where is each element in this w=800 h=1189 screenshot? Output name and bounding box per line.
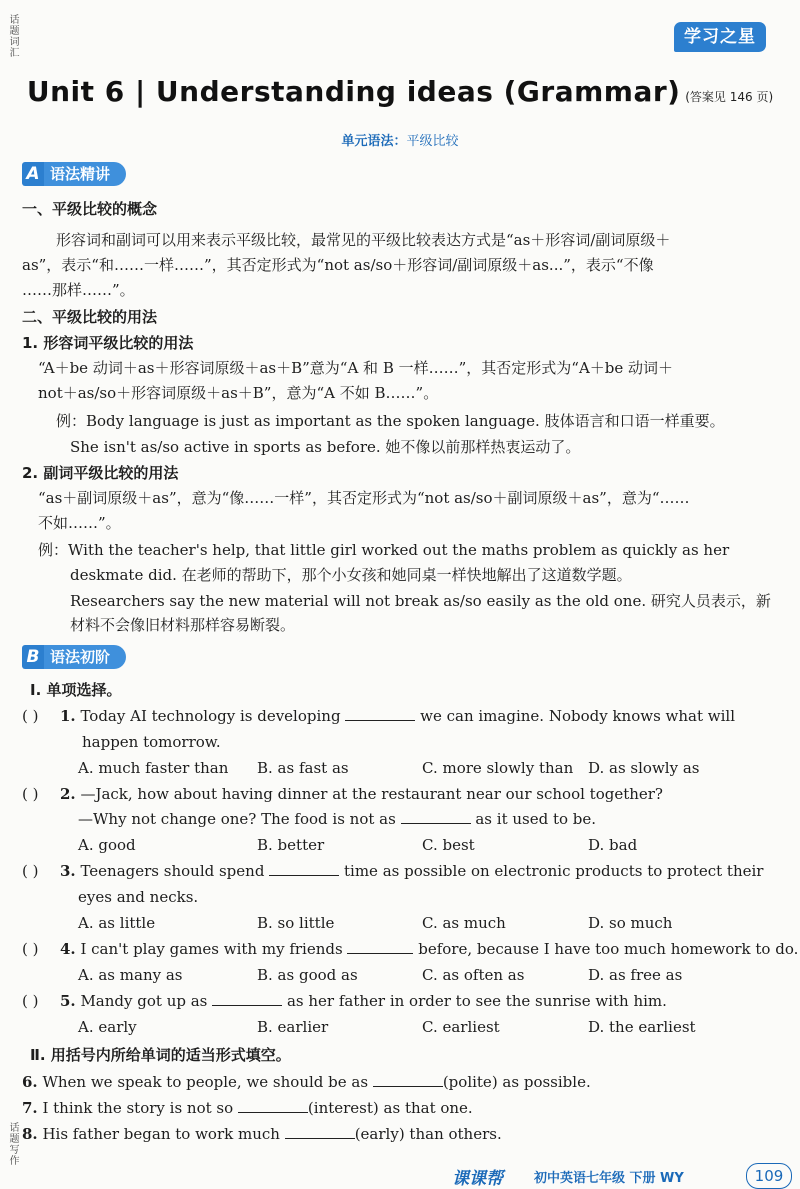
adjective-rule-line: not＋as/so＋形容词原级＋as＋B”，意为“A 不如 B……”。: [38, 384, 439, 402]
concept-text-line: as”，表示“和……一样……”，其否定形式为“not as/so＋形容词/副词原级＋as...”，表示“不像: [22, 256, 654, 274]
question-text: Today AI technology is developing: [80, 707, 341, 725]
question-text: as her father in order to see the sunrise with him.: [286, 992, 667, 1010]
option-c[interactable]: C. more slowly than: [422, 759, 574, 777]
question-3: [22, 861, 763, 881]
brand-logo: 学习之星: [674, 22, 766, 52]
question-text: —Jack, how about having dinner at the restaurant near our school together?: [80, 785, 663, 803]
question-2: [22, 784, 663, 804]
option-d[interactable]: D. so much: [588, 914, 673, 932]
adverb-rule-line: 不如……”。: [38, 514, 121, 532]
answer-paren[interactable]: ( ): [22, 707, 39, 725]
answer-paren[interactable]: ( ): [22, 862, 39, 880]
footer-brand: 课课帮: [452, 1169, 503, 1189]
adverb-subheading: 2. 副词平级比较的用法: [22, 464, 179, 482]
question-7: [22, 1098, 473, 1118]
adjective-example: 例：Body language is just as important as the spoken language. 肢体语言和口语一样重要。: [56, 412, 725, 430]
question-text: (interest) as that one.: [307, 1099, 473, 1117]
adjective-example: She isn't as/so active in sports as before. 她不像以前那样热衷运动了。: [70, 438, 581, 456]
question-6: [22, 1072, 591, 1092]
question-number: 8.: [22, 1125, 38, 1143]
page-number: 109: [746, 1163, 792, 1189]
question-3-cont: eyes and necks.: [78, 888, 199, 906]
question-text: time as possible on electronic products to protect their: [344, 862, 764, 880]
edge-tab-top: 话题词汇: [7, 14, 18, 58]
option-d[interactable]: D. as free as: [588, 966, 683, 984]
option-b[interactable]: B. earlier: [257, 1018, 329, 1036]
section-a-label: 语法精讲: [44, 162, 126, 186]
option-a[interactable]: A. as many as: [78, 966, 183, 984]
option-b[interactable]: B. so little: [257, 914, 335, 932]
answer-blank[interactable]: [401, 809, 471, 824]
answer-paren[interactable]: ( ): [22, 940, 39, 958]
option-a[interactable]: A. much faster than: [78, 759, 229, 777]
question-text: —Why not change one? The food is not as: [78, 810, 396, 828]
section-b-letter: B: [22, 645, 44, 669]
concept-text-line: 形容词和副词可以用来表示平级比较，最常见的平级比较表达方式是“as＋形容词/副词原级＋: [56, 231, 671, 249]
part1-heading: Ⅰ. 单项选择。: [30, 681, 122, 699]
unit-grammar-subtitle: [0, 130, 800, 149]
question-number: 4.: [60, 940, 76, 958]
adjective-subheading: 1. 形容词平级比较的用法: [22, 334, 194, 352]
answer-blank[interactable]: [269, 861, 339, 876]
section-b-label: 语法初阶: [44, 645, 126, 669]
question-text: His father began to work much: [42, 1125, 280, 1143]
option-a[interactable]: A. early: [78, 1018, 137, 1036]
answer-paren[interactable]: ( ): [22, 785, 39, 803]
answer-blank[interactable]: [285, 1124, 355, 1139]
question-text: (early) than others.: [354, 1125, 502, 1143]
question-text: Mandy got up as: [80, 992, 208, 1010]
concept-text-line: ……那样……”。: [22, 281, 135, 299]
page-title: [0, 75, 800, 108]
option-c[interactable]: C. best: [422, 836, 475, 854]
question-number: 2.: [60, 785, 76, 803]
question-text: (polite) as possible.: [442, 1073, 591, 1091]
answer-blank[interactable]: [345, 706, 415, 721]
option-c[interactable]: C. as often as: [422, 966, 525, 984]
question-text: Teenagers should spend: [80, 862, 265, 880]
question-number: 6.: [22, 1073, 38, 1091]
adverb-example: 材料不会像旧材料那样容易断裂。: [70, 616, 296, 634]
question-number: 5.: [60, 992, 76, 1010]
unit-title: Unit 6 | Understanding ideas (Grammar): [26, 75, 681, 108]
answer-paren[interactable]: ( ): [22, 992, 39, 1010]
question-8: [22, 1124, 502, 1144]
question-number: 1.: [60, 707, 76, 725]
option-c[interactable]: C. earliest: [422, 1018, 500, 1036]
adverb-rule-line: “as＋副词原级＋as”，意为“像……一样”，其否定形式为“not as/so＋副词原级＋as”，意为“……: [38, 489, 690, 507]
question-text: as it used to be.: [475, 810, 597, 828]
option-d[interactable]: D. bad: [588, 836, 638, 854]
question-1: [22, 706, 735, 726]
concept-heading: 一、平级比较的概念: [22, 200, 158, 218]
question-4: [22, 939, 798, 959]
option-a[interactable]: A. as little: [78, 914, 156, 932]
question-2-cont: [78, 809, 596, 829]
question-5: [22, 991, 667, 1011]
section-b-badge: [22, 645, 126, 669]
option-d[interactable]: D. the earliest: [588, 1018, 696, 1036]
question-text: before, because I have too much homework to do.: [418, 940, 799, 958]
option-b[interactable]: B. as good as: [257, 966, 358, 984]
answer-blank[interactable]: [373, 1072, 443, 1087]
question-1-cont: happen tomorrow.: [82, 733, 221, 751]
option-b[interactable]: B. better: [257, 836, 325, 854]
answer-blank[interactable]: [238, 1098, 308, 1113]
adverb-example: 例：With the teacher's help, that little girl worked out the maths problem as quickly as her: [38, 541, 730, 559]
adverb-example: deskmate did. 在老师的帮助下，那个小女孩和她同桌一样快地解出了这道数学题。: [70, 566, 632, 584]
option-c[interactable]: C. as much: [422, 914, 506, 932]
question-text: When we speak to people, we should be as: [42, 1073, 369, 1091]
unit-grammar-label: 单元语法：: [341, 134, 407, 149]
option-d[interactable]: D. as slowly as: [588, 759, 700, 777]
question-text: we can imagine. Nobody knows what will: [420, 707, 736, 725]
question-number: 3.: [60, 862, 76, 880]
option-a[interactable]: A. good: [78, 836, 136, 854]
usage-heading: 二、平级比较的用法: [22, 308, 158, 326]
section-a-badge: [22, 162, 126, 186]
unit-grammar-topic: 平级比较: [406, 134, 459, 149]
section-a-letter: A: [22, 162, 44, 186]
part2-heading: Ⅱ. 用括号内所给单词的适当形式填空。: [30, 1046, 291, 1064]
answer-blank[interactable]: [347, 939, 413, 954]
adverb-example: Researchers say the new material will not break as/so easily as the old one. 研究人员表示，新: [70, 592, 771, 610]
answer-blank[interactable]: [212, 991, 282, 1006]
edge-tab-bottom: 话题写作: [7, 1122, 18, 1166]
footer-book-title: 初中英语七年级 下册 WY: [534, 1171, 684, 1186]
option-b[interactable]: B. as fast as: [257, 759, 349, 777]
question-number: 7.: [22, 1099, 38, 1117]
question-text: I can't play games with my friends: [80, 940, 343, 958]
adjective-rule-line: “A＋be 动词＋as＋形容词原级＋as＋B”意为“A 和 B 一样……”，其否定形式为“A＋be 动词＋: [38, 359, 674, 377]
answer-reference: (答案见 146 页): [685, 90, 774, 104]
question-text: I think the story is not so: [42, 1099, 234, 1117]
